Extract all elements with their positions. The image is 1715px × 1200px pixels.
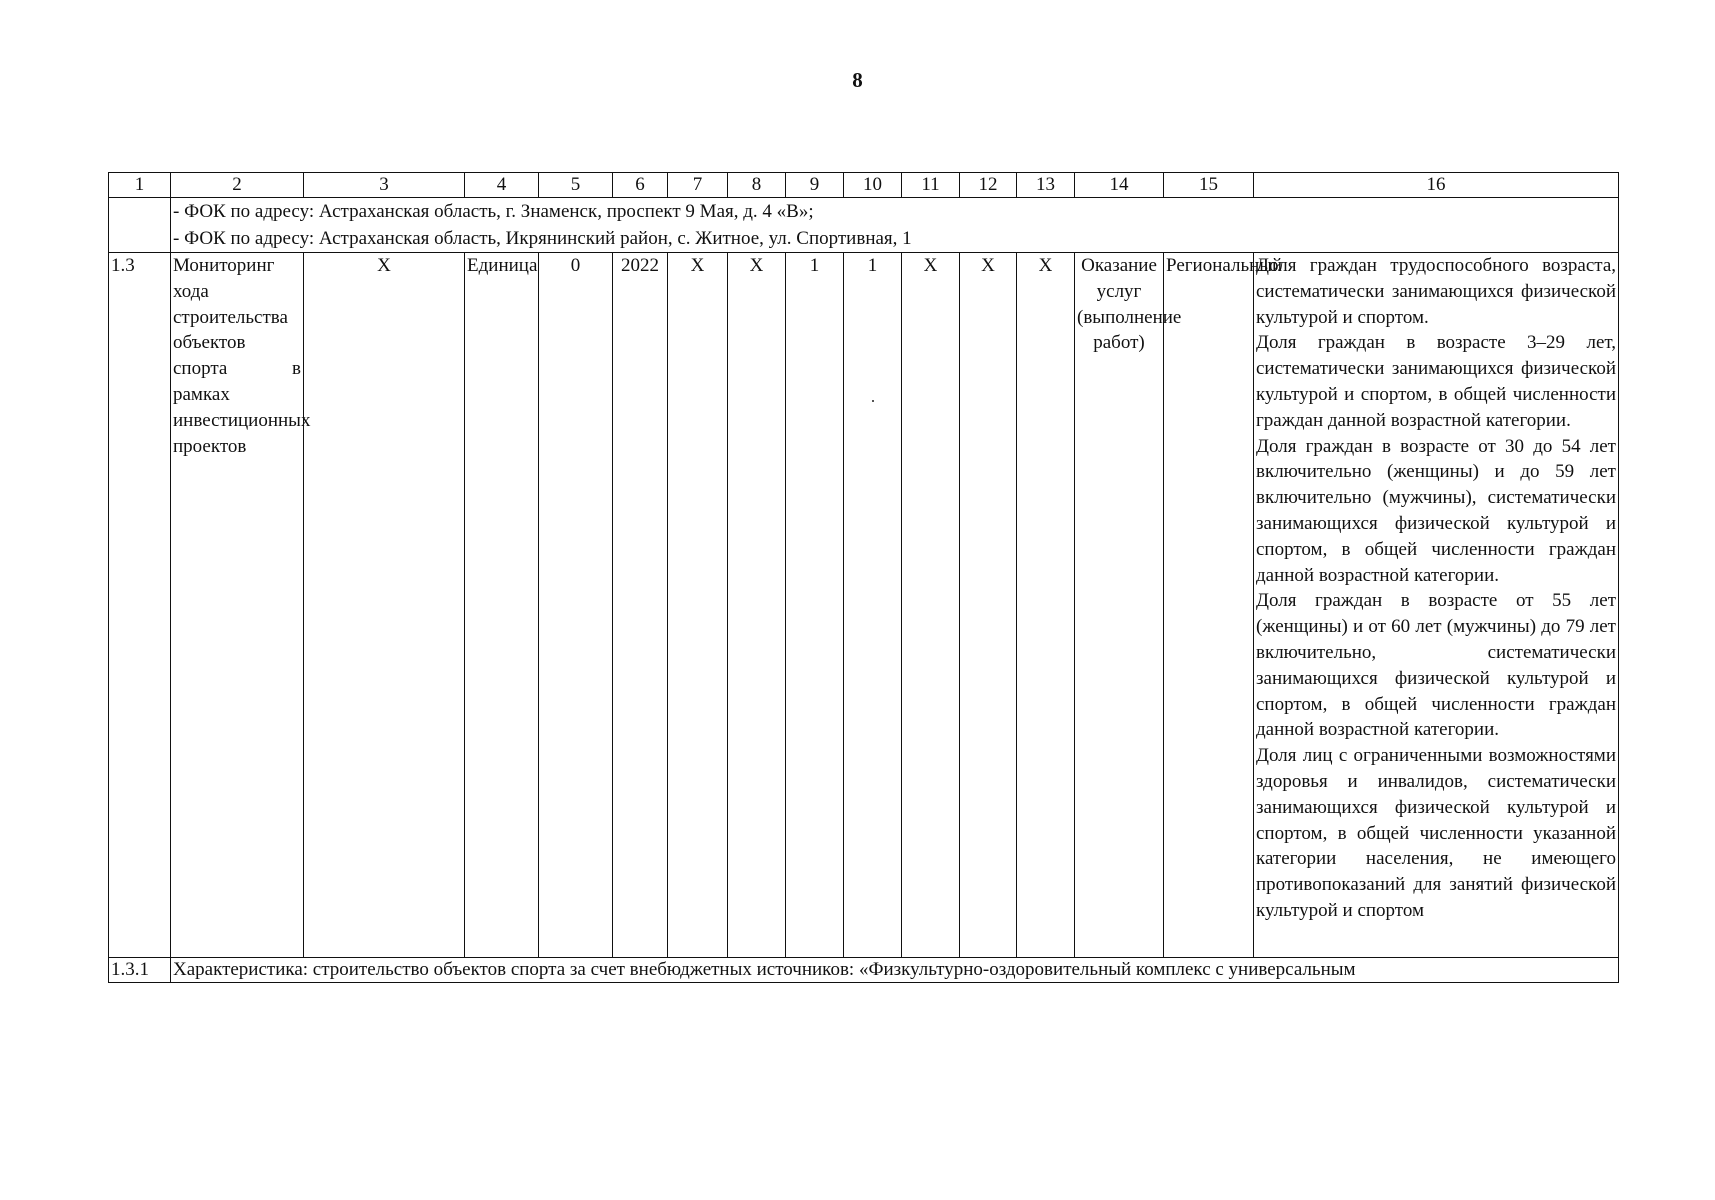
table-row-1-3-1 [109, 958, 1619, 983]
header-cell: 3 [304, 173, 465, 198]
table-row-1-3 [109, 253, 1619, 958]
cell-col-12: Х [960, 253, 1017, 958]
program-table [108, 172, 1619, 983]
header-cell: 1 [109, 173, 171, 198]
header-cell: 16 [1254, 173, 1619, 198]
header-cell: 11 [902, 173, 960, 198]
header-cell: 15 [1164, 173, 1254, 198]
empty-cell [109, 198, 171, 253]
cell-col-11: Х [902, 253, 960, 958]
header-cell: 4 [465, 173, 539, 198]
indicator-paragraph: Доля граждан в возрасте 3–29 лет, систематически занимающихся физической культурой и спортом, в общей численности граждан данной возрастной категории. [1256, 332, 1616, 431]
cell-col-13: Х [1017, 253, 1075, 958]
row-number: 1.3.1 [109, 958, 171, 983]
header-cell: 8 [728, 173, 786, 198]
cell-col-10: 1 [844, 253, 902, 958]
activity-name [171, 253, 311, 958]
scan-speck [872, 400, 874, 402]
indicator-paragraph: Доля лиц с ограниченными возможностями здоровья и инвалидов, систематически занимающихся физической культурой и спортом, в общей численности указанной категории населения, не имеющего противопоказаний для занятий физической культурой и спортом [1256, 745, 1616, 921]
cell-col-3: Х [304, 253, 465, 958]
fok-address-line: - ФОК по адресу: Астраханская область, г. Знаменск, проспект 9 Мая, д. 4 «В»; [173, 201, 814, 222]
unit-cell: Единица [465, 253, 539, 958]
header-cell: 14 [1075, 173, 1164, 198]
cell-col-9: 1 [786, 253, 844, 958]
level-cell: Региональный [1164, 253, 1254, 958]
cell-col-8: Х [728, 253, 786, 958]
page-number: 8 [852, 68, 863, 92]
header-cell: 5 [539, 173, 613, 198]
indicator-paragraph: Доля граждан в возрасте от 30 до 54 лет включительно (женщины) и до 59 лет включительно (мужчины), систематически занимающихся физической культурой и спортом, в общей численности граждан данной возрастной категории. [1256, 435, 1616, 586]
indicator-paragraph: Доля граждан трудоспособного возраста, систематически занимающихся физической культурой и спортом. [1256, 255, 1616, 328]
table-header-row [109, 173, 1619, 198]
header-cell: 6 [613, 173, 668, 198]
header-cell: 13 [1017, 173, 1075, 198]
header-cell: 2 [171, 173, 304, 198]
header-cell: 9 [786, 173, 844, 198]
cell-col-5: 0 [539, 253, 613, 958]
characteristic-cell: Характеристика: строительство объектов спорта за счет внебюджетных источников: «Физкультурно-оздоровительный комплекс с универсальным [171, 958, 1619, 983]
indicators-cell [1254, 253, 1619, 958]
row-number: 1.3 [109, 253, 171, 958]
year-cell: 2022 [613, 253, 668, 958]
header-cell: 7 [668, 173, 728, 198]
header-cell: 10 [844, 173, 902, 198]
indicator-paragraph: Доля граждан в возрасте от 55 лет (женщины) и от 60 лет (мужчины) до 79 лет включительно, систематически занимающихся физической культурой и спортом, в общей численности граждан данной возрастной категории. [1256, 590, 1616, 741]
activity-name-text: Мониторинг хода строительства объектов спорта в рамках инвестиционных проектов [173, 255, 311, 457]
fok-address-row [109, 198, 1619, 253]
fok-address-cell [171, 198, 1619, 253]
header-cell: 12 [960, 173, 1017, 198]
cell-col-7: Х [668, 253, 728, 958]
fok-address-line: - ФОК по адресу: Астраханская область, Икрянинский район, с. Житное, ул. Спортивная, 1 [173, 228, 912, 249]
activity-type-cell: Оказание услуг (выполнение работ) [1075, 253, 1164, 958]
